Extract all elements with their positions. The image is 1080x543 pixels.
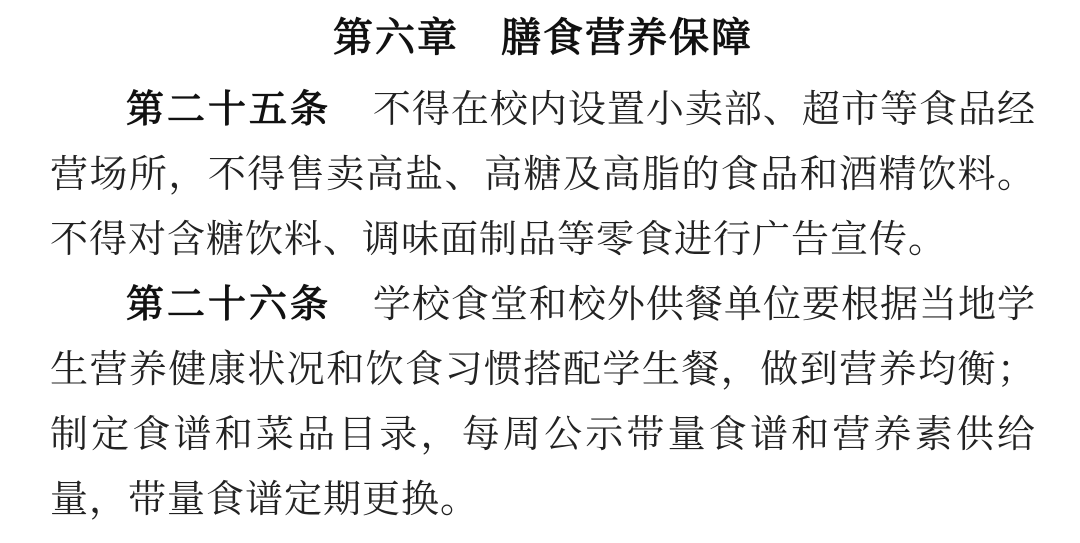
article-25-number: 第二十五条 — [126, 89, 332, 131]
article-26-number: 第二十六条 — [126, 284, 332, 326]
article-25-text: 不得在校内设置小卖部、超市等食品经营场所，不得售卖高盐、高糖及高脂的食品和酒精饮料。不得对含糖饮料、调味面制品等零食进行广告宣传。 — [50, 89, 1036, 261]
chapter-title: 第六章 膳食营养保障 — [333, 16, 753, 60]
article-25-paragraph — [50, 78, 1036, 273]
article-26-paragraph — [50, 273, 1036, 533]
article-26-text: 学校食堂和校外供餐单位要根据当地学生营养健康状况和饮食习惯搭配学生餐，做到营养均衡；制定食谱和菜品目录，每周公示带量食谱和营养素供给量，带量食谱定期更换。 — [50, 284, 1036, 521]
